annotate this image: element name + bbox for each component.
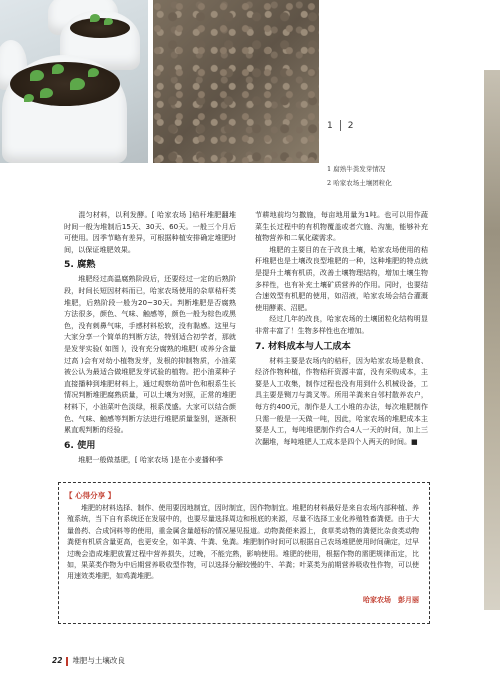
paragraph: 材料主要是农场内的秸秆，因为哈家农场是粮食、经济作物种植，作物秸秆资源丰富，没有采购成本，主要是人工收集，制作过程也没有用到什么机械设备，工具主要是铡刀与粪叉等。所用羊粪来自邻村散养农户，每方约400元，制作是人工小堆的办法，每次堆肥制作只需一般是一天做一吨，因此，哈家农场的堆肥成本主要是人工，每吨堆肥制作约合4人一天的时间，加上三次翻堆，每吨堆肥人工成本是四个人两天的时间。■ <box>255 355 428 446</box>
text-column-right <box>255 209 428 447</box>
section-heading-usage: 6. 使用 <box>64 439 96 451</box>
caption-item-1: 1 腐熟牛粪发芽情况 <box>327 165 386 173</box>
paragraph: 节耕地前均匀撒施，每亩地用量为1吨。也可以用作蔬菜生长过程中的有机物覆盖或者穴施、沟施，能够补充植物营养和二氧化碳需求。 <box>255 210 428 243</box>
paragraph: 堆肥的主要目的在于改良土壤，哈家农场使用的秸秆堆肥也是土壤改良型堆肥的一种，这种堆肥的特点就是提升土壤有机质，改善土壤物理结构，增加土壤生物多样性，也有补充土壤矿质营养的作用。同时，也要结合速效型有机肥的使用，如沼液，哈家农场会结合灌溉使用酵素、沼肥。 <box>255 244 428 312</box>
page-footer <box>52 655 125 666</box>
text-column-left <box>64 209 236 465</box>
seedling-pots-photo <box>0 0 148 163</box>
caption-number-2: 2 <box>347 121 354 131</box>
box-body: 堆肥的材料选择、制作、使用要因地制宜，因时制宜，因作物制宜。堆肥的材料最好是来自农场内部种植、养殖系统，当下自有系统还在发展中的，也要尽量选择周边和根底的来源，尽量不选择工业化养殖牲畜粪便。由于大量兽药、合成饲料等的使用，重金属含量超标的情况屡见报道。动物粪便来源上，食草类动物的粪便比杂食类动物粪便有机质含量更高，也更安全，如羊粪、牛粪、兔粪。堆肥制作时间可以根据自己农场堆肥使用时间确定，过早过晚会造成堆肥放置过程中营养损失，过晚，不能完熟，影响使用。堆肥的使用，根据作物的需肥规律而定，比如，果菜类作物为中后期营养吸收型作物，可以选择分解较慢的牛、羊粪；叶菜类为前期营养吸收性作物，可以使用速效类堆肥，如鸡粪堆肥。 <box>67 504 419 581</box>
photo-caption-numbers <box>327 120 353 131</box>
caption-number-1: 1 <box>327 121 333 131</box>
section-heading-ripening: 5. 腐熟 <box>64 259 96 271</box>
caption-divider <box>340 120 341 131</box>
paragraph: 经过几年的改良，哈家农场的土壤团粒化结构明显非常丰富了！生物多样性也在增加。 <box>255 314 428 335</box>
author-signature: 哈家农场 彭月丽 <box>363 596 419 604</box>
page-number: 22 <box>52 656 63 665</box>
section-name: 堆肥与土壤改良 <box>72 656 125 665</box>
paragraph: 堆肥经过高温腐熟阶段后，还要经过一定的后熟阶段，时间长短因材料而已，哈家农场使用的杂草秸秆类堆肥，后熟阶段一般为20~30天。判断堆肥是否腐熟方法很多，颜色、气味、触感等，颜色一般为棕色或黑色，没有刺鼻气味，手感材料松软，没有黏感。这里与大家分享一个简单的判断方法，特别适合初学者，那就是发芽实验( 如图 )，没有充分腐熟的堆肥( 或养分含量过高 )会有对幼小植物发芽，发根的抑制物质，小油菜被公认为最适合做堆肥发芽试验的植物。把小油菜种子直接播种到堆肥材料上，通过观察幼苗叶色和根系生长情况判断堆肥腐熟质量，可以土壤为对照，正常的堆肥材料下，小油菜叶色淡绿，根系茂盛。大家可以结合颜色、气味、触感等判断方法进行堆肥质量鉴别，逐渐积累直观判断的经验。 <box>64 274 236 435</box>
paragraph: 堆肥一般做基肥，[ 哈家农场 ]是在小麦播种季 <box>78 454 224 464</box>
footer-divider <box>66 657 68 666</box>
soil-aggregate-photo <box>153 0 319 163</box>
photo-captions <box>327 162 392 190</box>
paragraph: 混匀材料，以利发酵。[ 哈家农场 ]秸秆堆肥翻堆时间一般为堆制后15天、30天、60天。一般三个月后可使用。因季节略有差异，可根据种植安排确定堆肥时间，以保证堆肥效果。 <box>64 210 236 254</box>
caption-item-2: 2 哈家农场土壤团粒化 <box>327 179 392 187</box>
experience-sharing-box <box>58 482 430 624</box>
box-tag: 【 心得分享 】 <box>65 491 116 500</box>
section-heading-cost: 7. 材料成本与人工成本 <box>255 340 351 352</box>
field-photo-edge <box>484 70 500 610</box>
